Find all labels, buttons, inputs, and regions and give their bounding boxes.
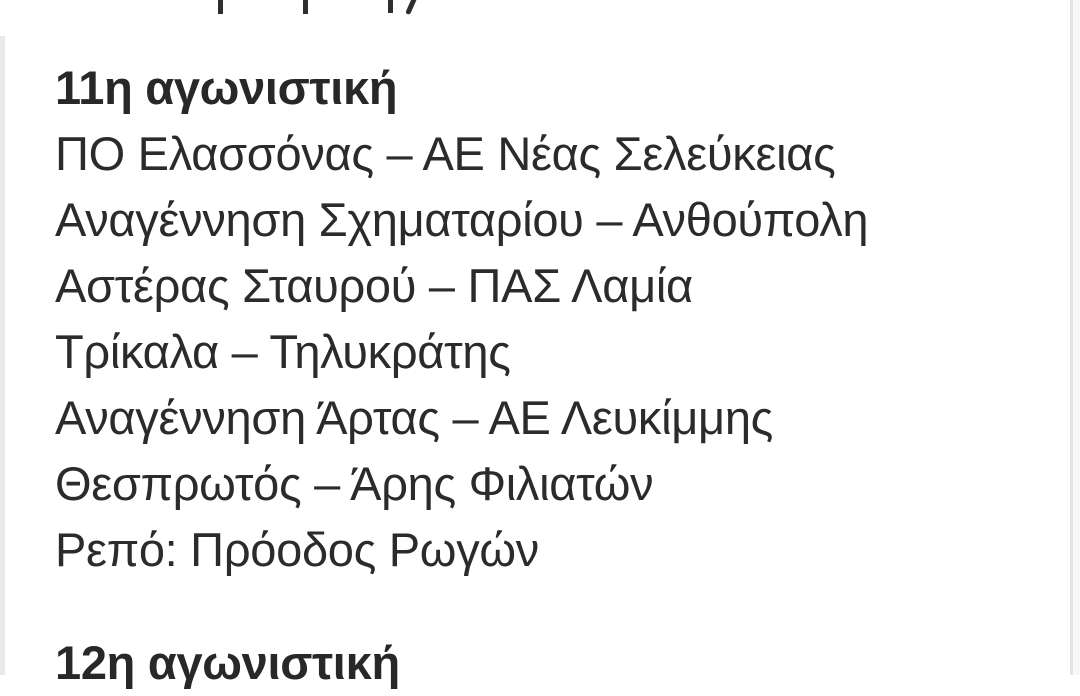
page-right-gutter [1073,0,1080,675]
page-right-border [1070,0,1073,675]
page-left-edge [0,36,5,675]
fixture-line: Αστέρας Σταυρού – ΠΑΣ Λαμία [55,259,693,312]
matchday-11-heading: 11η αγωνιστική [55,61,398,114]
rest-team-line: Ρεπό: Πρόοδος Ρωγών [55,523,539,576]
fixtures-list [55,0,1045,696]
fixture-line: ΠΟ Ελασσόνας – ΑΕ Νέας Σελεύκειας [55,127,836,180]
fixture-line: Τρίκαλα – Τηλυκράτης [55,325,511,378]
fixture-line: Αναγέννηση Άρτας – ΑΕ Λευκίμμης [55,391,774,444]
fixture-line: Αναγέννηση Σχηματαρίου – Ανθούπολη [55,193,869,246]
matchday-12-heading: 12η αγωνιστική [55,636,400,689]
fixture-line: Θεσπρωτός – Άρης Φιλιατών [55,457,654,510]
